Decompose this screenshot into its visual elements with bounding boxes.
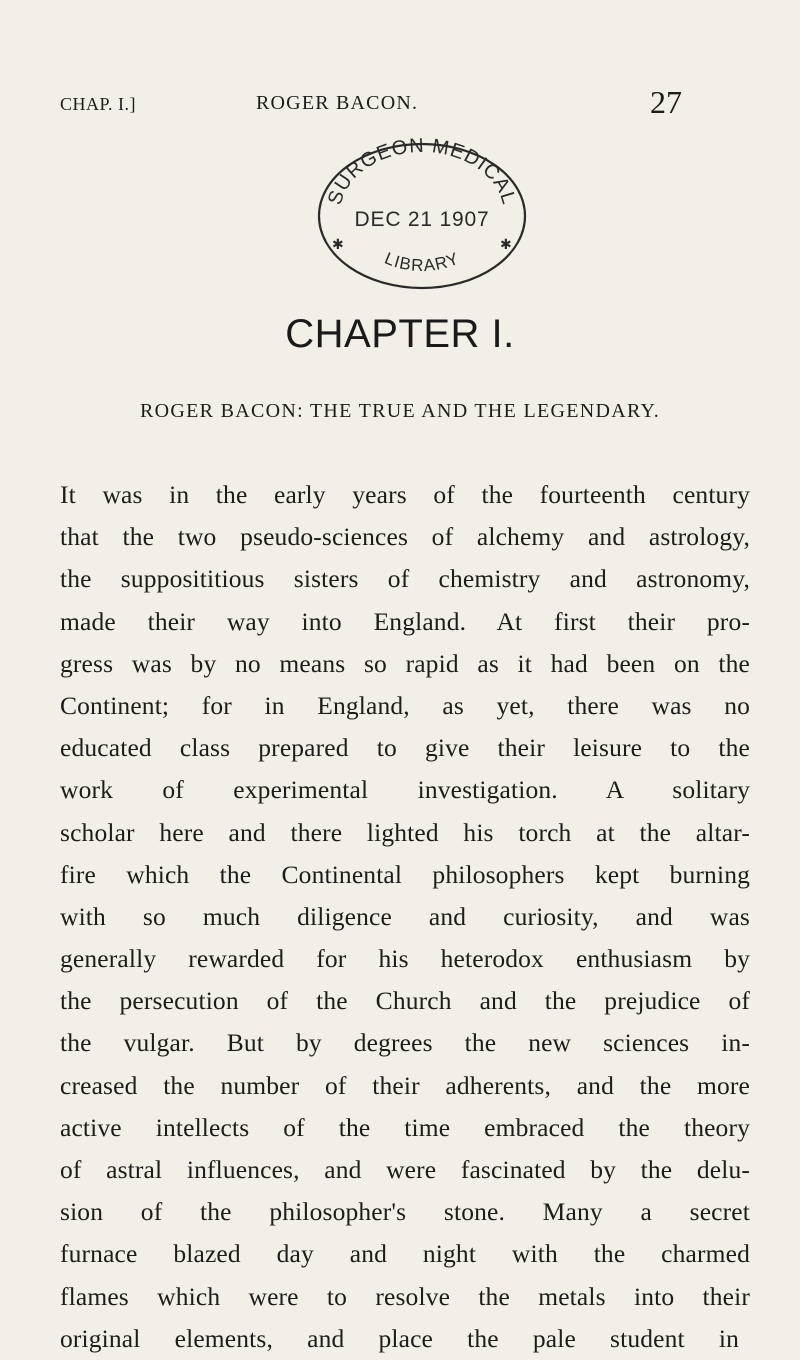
text-line: generally rewarded for his heterodox enthusiasm by [60, 944, 750, 974]
library-stamp-graphic [302, 136, 542, 296]
text-line: It was in the early years of the fourteenth century [60, 480, 750, 509]
text-line: made their way into England. At first their pro- [60, 606, 750, 636]
svg-text:LIBRARY [382, 249, 462, 276]
chapter-subtitle: ROGER BACON: THE TRUE AND THE LEGENDARY. [140, 400, 660, 422]
text-line: Continent; for in England, as yet, there was no [60, 690, 750, 720]
text-line: furnace blazed day and night with the charmed [60, 1239, 750, 1269]
running-head-title: ROGER BACON. [256, 92, 419, 114]
stamp-bottom-arc: LIBRARY [381, 248, 463, 276]
text-line: with so much diligence and curiosity, and was [60, 901, 750, 931]
text-line: that the two pseudo-sciences of alchemy and astrology, [60, 522, 750, 552]
text-line: the vulgar. But by degrees the new sciences in- [60, 1028, 750, 1058]
stamp-date: DEC 21 1907 [354, 208, 490, 231]
text-line: scholar here and there lighted his torch at the altar- [60, 817, 750, 847]
stamp-star-right-icon: ✱ [500, 238, 512, 253]
page-number: 27 [650, 84, 682, 120]
running-head [60, 84, 682, 122]
svg-text:SURGEON MEDICAL [324, 136, 520, 207]
body-text [60, 474, 750, 1360]
text-line: fire which the Continental philosophers kept burning [60, 859, 750, 889]
text-line: gress was by no means so rapid as it had been on the [60, 648, 750, 678]
stamp-star-left-icon: ✱ [332, 238, 344, 253]
text-line: the supposititious sisters of chemistry and astronomy, [60, 564, 750, 594]
stamp-top-arc: SURGEON MEDICAL [324, 136, 520, 208]
running-head-chapter: CHAP. I.] [60, 94, 137, 114]
chapter-heading: CHAPTER I. [285, 312, 515, 356]
text-line: original elements, and place the pale student in [60, 1323, 739, 1353]
text-line: educated class prepared to give their leisure to the [60, 733, 750, 763]
text-line: active intellects of the time embraced the theory [60, 1112, 750, 1142]
text-line: flames which were to resolve the metals into their [60, 1281, 750, 1311]
text-line: work of experimental investigation. A solitary [60, 775, 750, 805]
text-line: of astral influences, and were fascinated by the delu- [60, 1155, 750, 1184]
text-line: creased the number of their adherents, and the more [60, 1070, 750, 1100]
text-line: sion of the philosopher's stone. Many a secret [60, 1197, 750, 1227]
library-stamp [302, 136, 542, 296]
text-line: the persecution of the Church and the prejudice of [60, 986, 750, 1016]
